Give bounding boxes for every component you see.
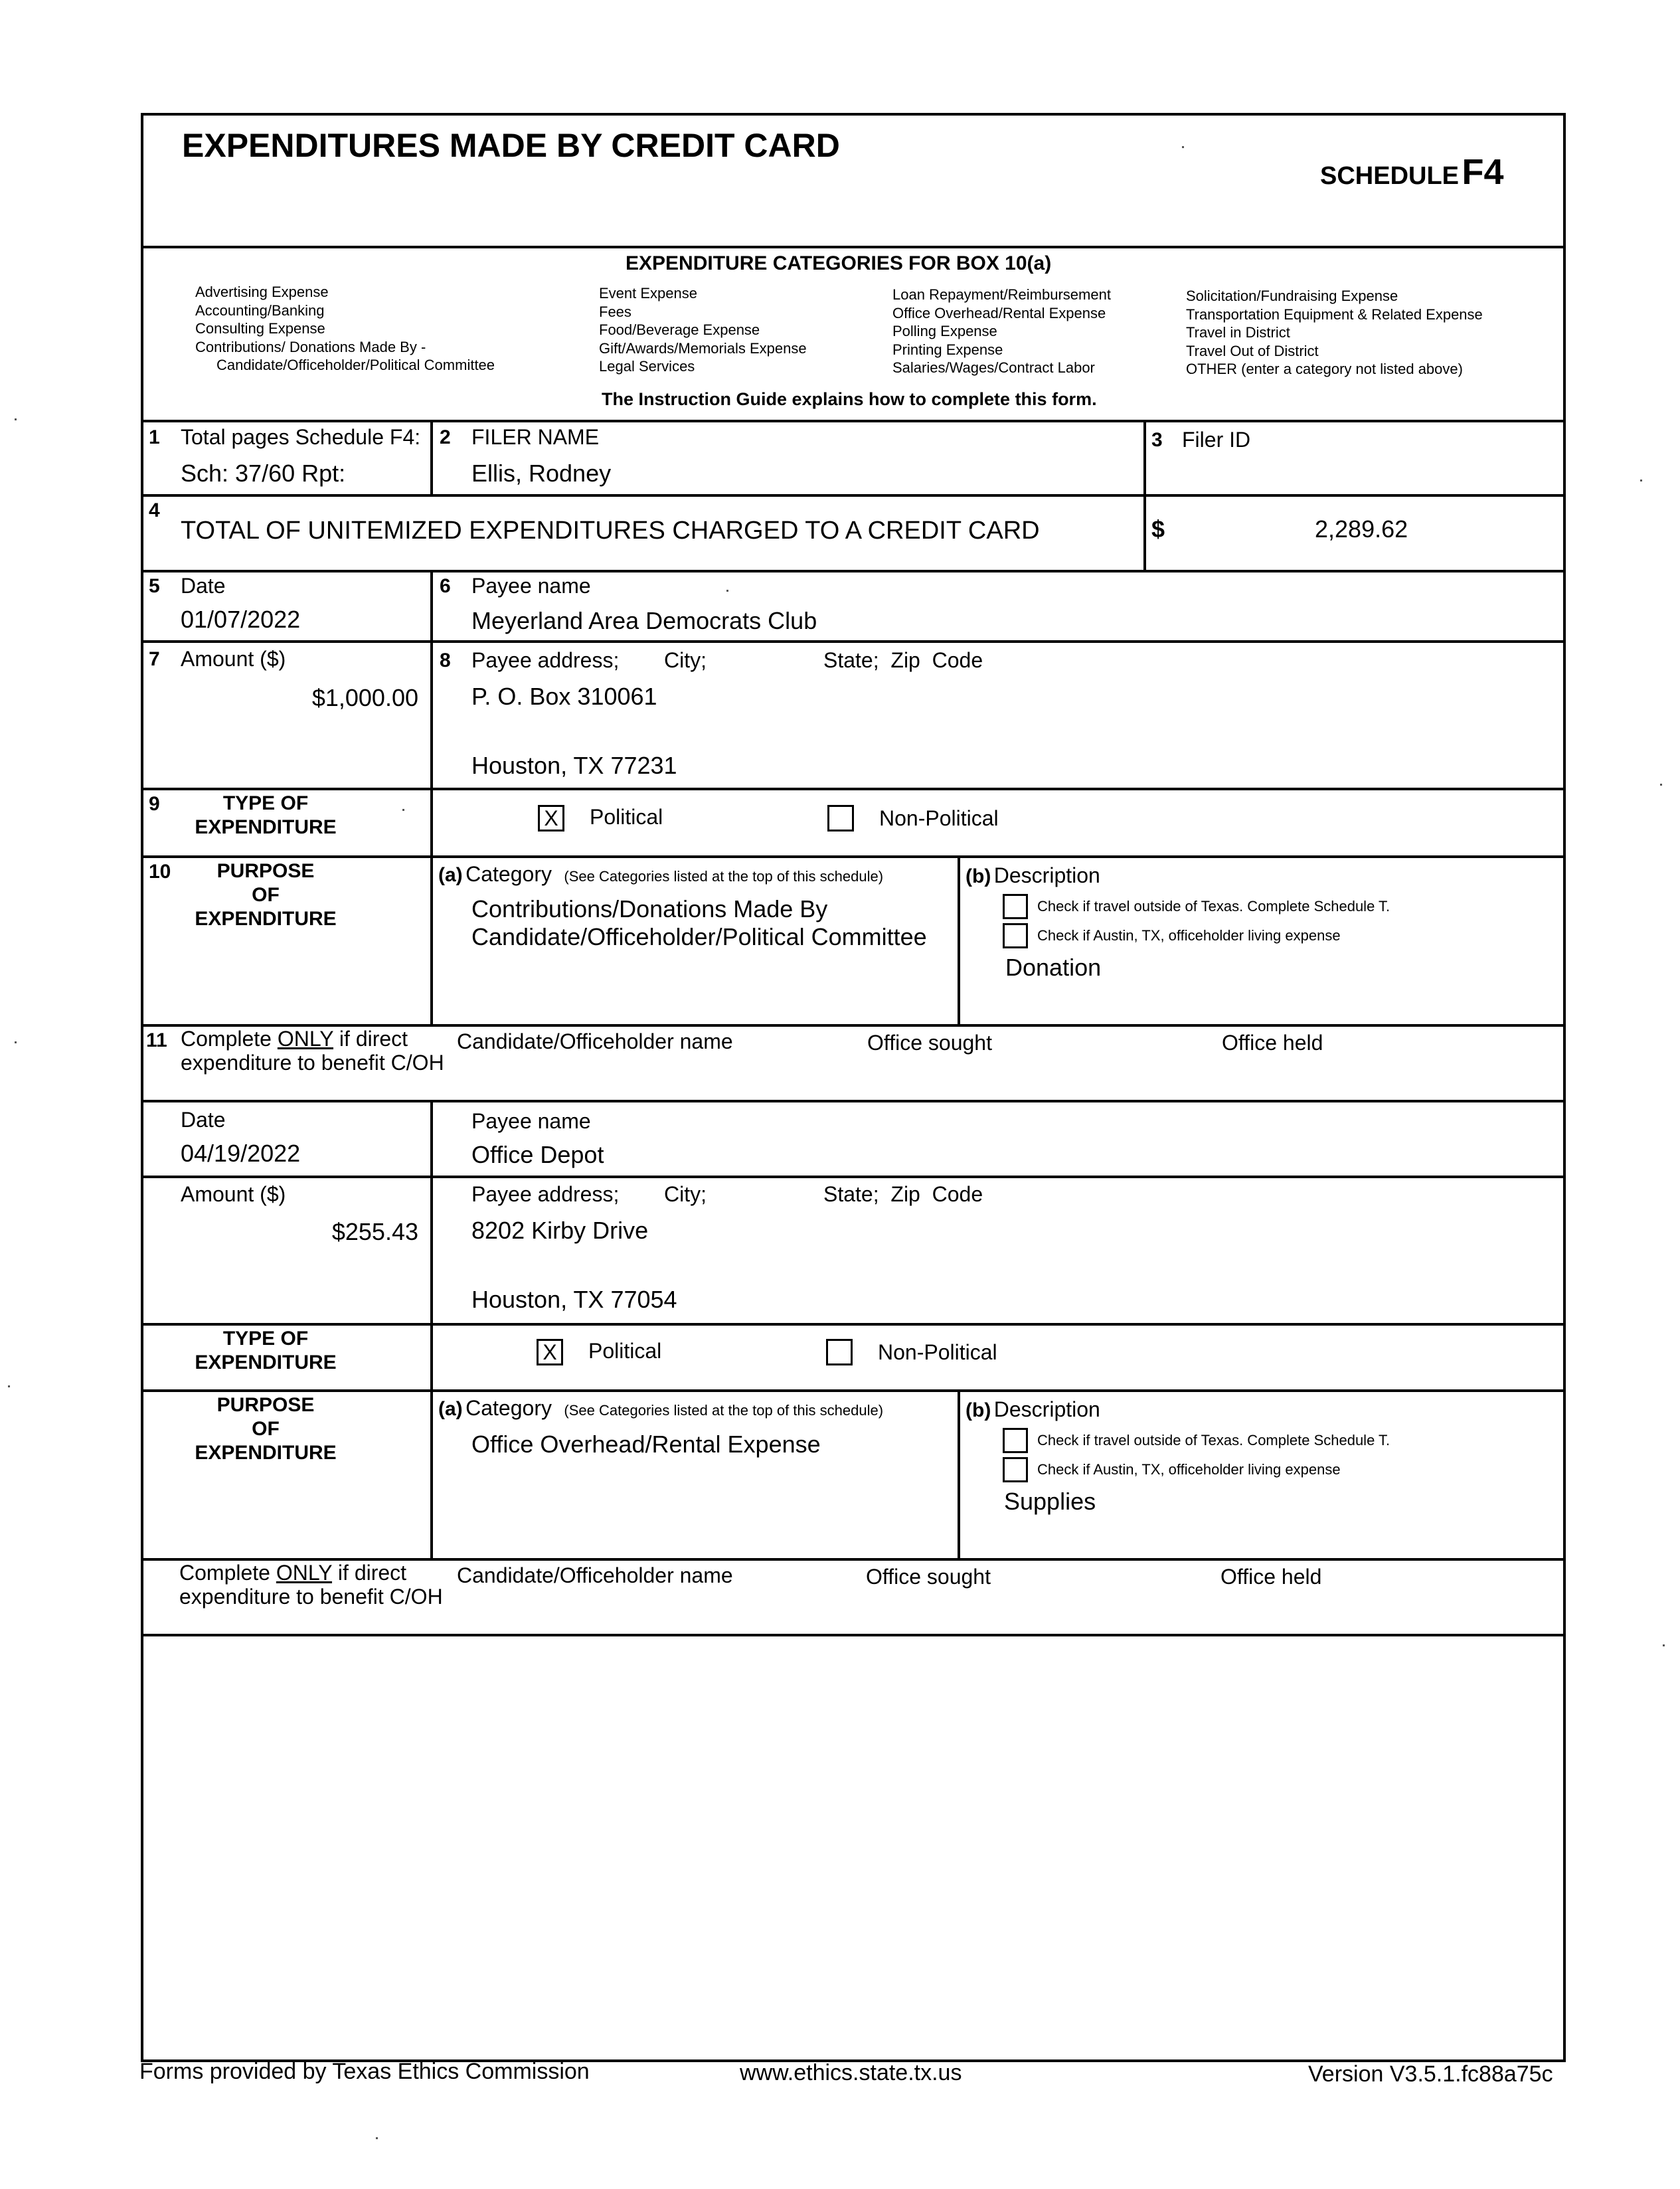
note-text: if direct [332, 1561, 407, 1585]
office-held-label: Office held [1222, 1031, 1323, 1055]
note-text-underlined: ONLY [276, 1561, 333, 1585]
footer-provider: Forms provided by Texas Ethics Commission [139, 2059, 590, 2084]
description-value: Supplies [1004, 1488, 1096, 1515]
label-line: EXPENDITURE [195, 816, 337, 838]
description-label: Description [993, 863, 1100, 887]
purpose-of-expenditure-label [173, 1393, 359, 1465]
category-item: Transportation Equipment & Related Expense [1186, 306, 1483, 323]
scan-speck [15, 418, 17, 420]
type-of-expenditure-label [173, 792, 359, 839]
schedule-label-group [1320, 151, 1504, 193]
unitemized-total-value: 2,289.62 [1315, 515, 1408, 543]
category-item: Fees [599, 303, 631, 320]
state-zip-label: State; Zip Code [823, 1182, 983, 1206]
category-item: OTHER (enter a category not listed above) [1186, 361, 1463, 377]
category-item: Accounting/Banking [195, 302, 325, 319]
description-header [966, 1397, 1100, 1422]
divider [141, 1176, 1566, 1178]
filer-name-value: Ellis, Rodney [471, 460, 612, 487]
political-label: Political [588, 1339, 662, 1363]
category-header [438, 1396, 883, 1421]
categories-column-4 [1186, 287, 1483, 379]
box-letter: (a) [438, 1398, 463, 1420]
austin-check-label: Check if Austin, TX, officeholder living expense [1037, 1461, 1341, 1478]
austin-checkbox[interactable] [1003, 1457, 1028, 1482]
label-line: PURPOSE [216, 860, 315, 882]
note-text: if direct [333, 1027, 408, 1051]
divider [141, 246, 1566, 248]
category-item: Advertising Expense [195, 284, 329, 300]
divider [141, 640, 1566, 643]
footer-version: Version V3.5.1.fc88a75c [1308, 2061, 1553, 2087]
divider [141, 1634, 1566, 1636]
divider [141, 420, 1566, 422]
category-item: Polling Expense [892, 323, 997, 339]
divider [958, 855, 960, 1024]
non-political-checkbox[interactable] [827, 805, 854, 832]
category-item: Travel Out of District [1186, 342, 1319, 359]
category-item: Travel in District [1186, 324, 1290, 341]
divider [141, 1389, 1566, 1392]
categories-column-2 [599, 284, 807, 376]
divider [141, 1100, 1566, 1102]
candidate-name-label: Candidate/Officeholder name [457, 1029, 733, 1053]
non-political-label: Non-Political [879, 806, 999, 830]
box-number: 10 [149, 861, 171, 883]
category-value-line-2: Candidate/Officeholder/Political Committee [471, 923, 927, 950]
divider [430, 570, 433, 855]
box-letter: (b) [966, 1399, 991, 1421]
payee-name-value: Meyerland Area Democrats Club [471, 607, 817, 634]
divider [430, 1100, 433, 1391]
note-line: expenditure to benefit C/OH [181, 1051, 444, 1075]
scan-speck [8, 1385, 10, 1387]
category-item: Salaries/Wages/Contract Labor [892, 359, 1095, 376]
office-sought-label: Office sought [867, 1031, 992, 1055]
payee-name-label: Payee name [471, 574, 591, 598]
note-text-underlined: ONLY [277, 1027, 334, 1051]
box-number: 11 [146, 1029, 167, 1051]
date-label: Date [181, 1108, 226, 1132]
label-line: OF [252, 1418, 280, 1440]
category-header [438, 862, 883, 887]
divider [430, 855, 433, 1024]
category-note: (See Categories listed at the top of this schedule) [564, 868, 884, 885]
travel-checkbox[interactable] [1003, 1428, 1028, 1453]
travel-check-label: Check if travel outside of Texas. Complete Schedule T. [1037, 898, 1390, 915]
date-value: 01/07/2022 [181, 606, 301, 633]
payee-name-label: Payee name [471, 1109, 591, 1133]
box-number: 1 [149, 426, 160, 448]
travel-check-label: Check if travel outside of Texas. Complete Schedule T. [1037, 1432, 1390, 1448]
category-item: Contributions/ Donations Made By - [195, 338, 426, 355]
office-held-label: Office held [1220, 1565, 1322, 1589]
label-line: OF [252, 884, 280, 906]
box-letter: (b) [966, 865, 991, 887]
purpose-of-expenditure-label [173, 859, 359, 931]
scan-speck [1182, 146, 1184, 148]
categories-heading: EXPENDITURE CATEGORIES FOR BOX 10(a) [626, 252, 1052, 274]
category-item: Event Expense [599, 285, 697, 302]
category-value-line-1: Contributions/Donations Made By [471, 895, 828, 922]
box-number: 7 [149, 648, 160, 670]
box-number: 2 [440, 426, 451, 448]
label-line: EXPENDITURE [195, 1442, 337, 1464]
divider [141, 494, 1566, 497]
filer-name-label: FILER NAME [471, 425, 600, 449]
political-label: Political [590, 805, 663, 829]
political-checkbox[interactable]: X [537, 1339, 563, 1365]
category-item: Candidate/Officeholder/Political Committee [216, 357, 495, 373]
scan-speck [402, 809, 404, 811]
scan-speck [1660, 784, 1662, 786]
divider [430, 1389, 433, 1558]
filer-id-label: Filer ID [1182, 428, 1251, 452]
note-line [179, 1561, 443, 1585]
scan-speck [726, 590, 728, 592]
total-pages-value: Sch: 37/60 Rpt: [181, 460, 346, 487]
austin-check-label: Check if Austin, TX, officeholder living expense [1037, 927, 1341, 944]
amount-label: Amount ($) [181, 647, 286, 671]
footer-website[interactable]: www.ethics.state.tx.us [740, 2060, 962, 2085]
note-line: expenditure to benefit C/OH [179, 1585, 443, 1609]
divider [958, 1389, 960, 1558]
form-title: EXPENDITURES MADE BY CREDIT CARD [182, 127, 840, 164]
category-value-line-1: Office Overhead/Rental Expense [471, 1431, 821, 1458]
box-number: 5 [149, 575, 160, 597]
address-line-2: Houston, TX 77231 [471, 752, 677, 779]
payee-name-value: Office Depot [471, 1141, 604, 1168]
category-label: Category [465, 1396, 552, 1420]
total-pages-label: Total pages Schedule F4: [181, 425, 421, 449]
label-line: TYPE OF [222, 792, 309, 814]
categories-column-3 [892, 286, 1111, 377]
date-label: Date [181, 574, 226, 598]
category-note: (See Categories listed at the top of this schedule) [564, 1402, 884, 1419]
description-value: Donation [1005, 954, 1102, 981]
type-of-expenditure-label [173, 1327, 359, 1375]
non-political-label: Non-Political [878, 1340, 997, 1364]
note-text: Complete [179, 1561, 276, 1585]
category-label: Category [465, 862, 552, 886]
city-label: City; [664, 1182, 707, 1206]
travel-checkbox[interactable] [1003, 894, 1028, 919]
city-label: City; [664, 648, 707, 672]
date-value: 04/19/2022 [181, 1140, 301, 1167]
dollar-sign: $ [1151, 515, 1165, 543]
state-zip-label: State; Zip Code [823, 648, 983, 672]
payee-address-label: Payee address; [471, 1182, 620, 1206]
divider [430, 420, 433, 494]
divider [141, 788, 1566, 790]
category-item: Printing Expense [892, 341, 1003, 358]
amount-label: Amount ($) [181, 1182, 286, 1206]
instruction-note: The Instruction Guide explains how to complete this form. [602, 389, 1097, 409]
complete-only-note [179, 1561, 443, 1609]
box-number: 4 [149, 499, 160, 521]
divider [141, 570, 1566, 572]
box-number: 8 [440, 650, 451, 671]
category-item: Legal Services [599, 358, 695, 375]
category-item: Loan Repayment/Reimbursement [892, 286, 1111, 303]
address-line-2: Houston, TX 77054 [471, 1286, 677, 1313]
category-item: Solicitation/Fundraising Expense [1186, 288, 1398, 304]
category-item: Gift/Awards/Memorials Expense [599, 339, 807, 357]
address-line-1: P. O. Box 310061 [471, 683, 657, 710]
box-number: 9 [149, 793, 160, 815]
category-item: Consulting Expense [195, 320, 325, 337]
payee-address-label: Payee address; [471, 648, 620, 672]
box-letter: (a) [438, 864, 463, 886]
scan-speck [1663, 1644, 1665, 1646]
note-line [181, 1027, 444, 1051]
categories-column-1 [195, 283, 495, 375]
label-line: PURPOSE [216, 1394, 315, 1416]
box-number: 3 [1151, 429, 1163, 451]
non-political-checkbox[interactable] [826, 1339, 853, 1365]
unitemized-total-label: TOTAL OF UNITEMIZED EXPENDITURES CHARGED TO A CREDIT CARD [181, 517, 1040, 545]
office-sought-label: Office sought [866, 1565, 991, 1589]
description-header [966, 863, 1100, 888]
complete-only-note [181, 1027, 444, 1075]
schedule-code: F4 [1462, 152, 1504, 192]
category-item: Office Overhead/Rental Expense [892, 304, 1106, 321]
scan-speck [15, 1041, 17, 1043]
box-number: 6 [440, 575, 451, 597]
political-checkbox[interactable]: X [538, 805, 564, 832]
scan-speck [376, 2137, 378, 2139]
divider [141, 1323, 1566, 1326]
label-line: EXPENDITURE [195, 908, 337, 930]
amount-value: $1,000.00 [311, 684, 418, 711]
description-label: Description [993, 1397, 1100, 1421]
label-line: EXPENDITURE [195, 1352, 337, 1373]
note-text: Complete [181, 1027, 278, 1051]
label-line: TYPE OF [222, 1328, 309, 1350]
address-line-1: 8202 Kirby Drive [471, 1217, 649, 1244]
scan-speck [1640, 480, 1642, 482]
amount-value: $255.43 [331, 1218, 418, 1245]
divider [141, 855, 1566, 858]
austin-checkbox[interactable] [1003, 923, 1028, 948]
category-item: Food/Beverage Expense [599, 321, 760, 338]
candidate-name-label: Candidate/Officeholder name [457, 1563, 733, 1587]
schedule-label: SCHEDULE [1320, 162, 1460, 190]
